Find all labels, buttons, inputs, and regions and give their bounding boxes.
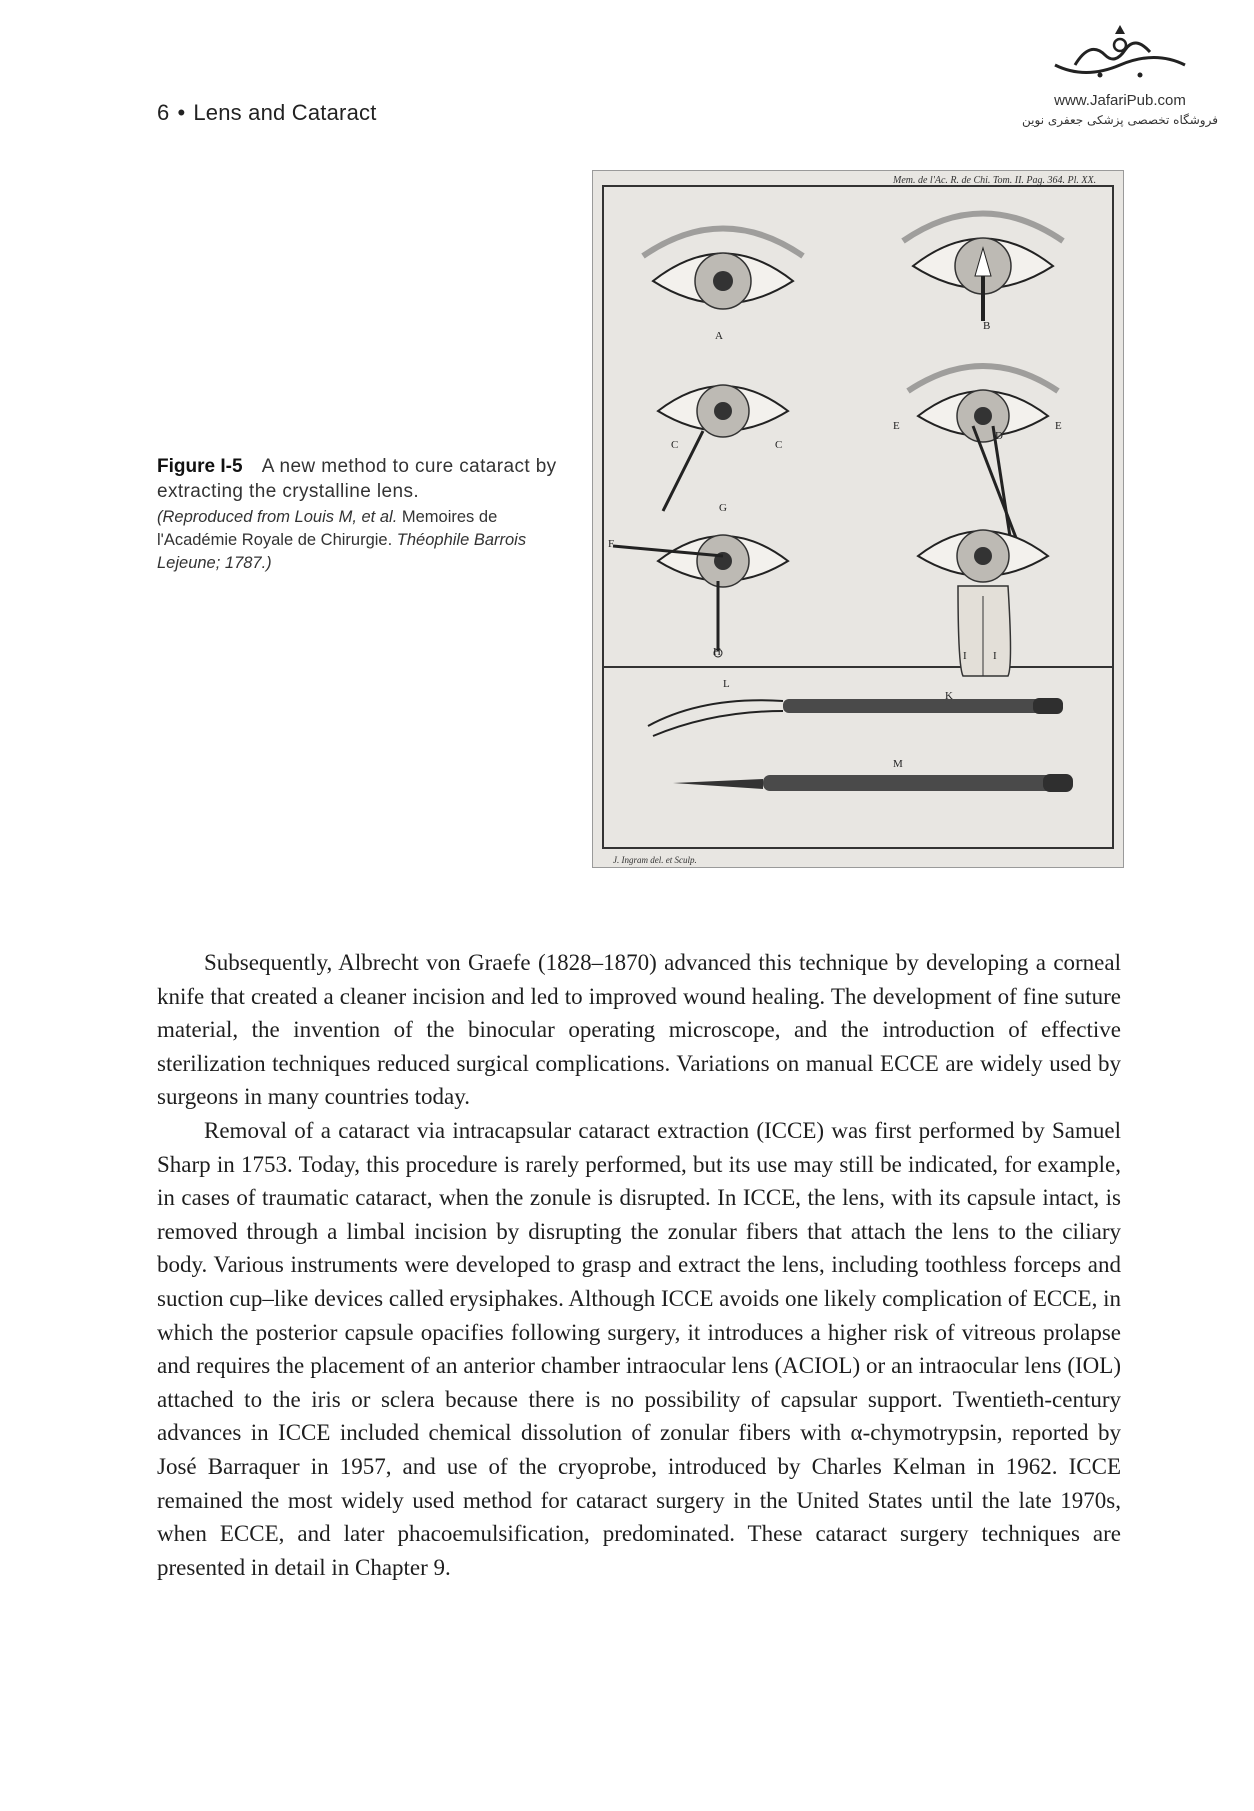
- plate-letter: A: [715, 330, 723, 342]
- chapter-title: Lens and Cataract: [193, 100, 377, 125]
- plate-letter: F: [608, 538, 615, 550]
- body-text: [157, 946, 1121, 1584]
- paragraph: Subsequently, Albrecht von Graefe (1828–1870) advanced this technique by developing a corneal knife that created a cleaner incision and led to improved wound healing. The development of fine suture material, the invention of the binocular operating microscope, and the introduction of effective sterilization techniques reduced surgical complications. Variations on manual ECCE are widely used by surgeons in many countries today.: [157, 950, 1121, 1110]
- publisher-tagline: فروشگاه تخصصی پزشکی جعفری نوین: [1022, 113, 1218, 127]
- publisher-url: www.JafariPub.com: [1054, 92, 1186, 109]
- figure-title: A new method to cure cataract by extracting the crystalline lens.: [157, 456, 557, 502]
- plate-letter: K: [945, 690, 953, 702]
- page-number: 6: [157, 100, 170, 125]
- plate-letter: E: [893, 420, 900, 432]
- plate-footer: J. Ingram del. et Sculp.: [613, 855, 697, 865]
- source-suffix: Théophile Barrois Lejeune; 1787.): [157, 531, 527, 572]
- plate-letter: L: [723, 678, 730, 690]
- instrument-k: [648, 698, 1063, 736]
- figure-label: Figure I-5: [157, 456, 243, 477]
- eye-a: [643, 229, 803, 310]
- plate-header: Mem. de l'Ac. R. de Chi. Tom. II. Pag. 364. Pl. XX.: [893, 175, 1097, 186]
- plate-letter: I: [963, 650, 967, 662]
- eye-b: [903, 214, 1063, 322]
- plate-letter: C: [775, 439, 783, 451]
- plate-letter: D: [995, 430, 1003, 442]
- eye-f: [613, 535, 788, 657]
- publisher-logo-icon: [1045, 20, 1195, 90]
- plate-letter: E: [1055, 420, 1062, 432]
- eye-d: [908, 366, 1058, 556]
- engraving-plate: [592, 170, 1124, 868]
- running-head: [157, 100, 377, 126]
- source-plain: Memoires de l'Académie Royale de Chirurgie.: [157, 508, 498, 549]
- figure-caption: [157, 454, 564, 575]
- plate-letter: H: [713, 646, 721, 658]
- publisher-watermark: [1020, 20, 1220, 127]
- engraving-illustration: [593, 171, 1123, 867]
- plate-letter: G: [719, 502, 727, 514]
- source-prefix: (Reproduced from Louis M, et al.: [157, 508, 398, 526]
- figure-source: [157, 506, 564, 575]
- plate-letter: B: [983, 320, 991, 332]
- plate-letter: I: [993, 650, 997, 662]
- instrument-m: [673, 774, 1073, 792]
- bullet-separator: •: [177, 100, 186, 125]
- plate-letter: C: [671, 439, 679, 451]
- eye-i: [918, 530, 1048, 676]
- plate-letter: M: [893, 758, 903, 770]
- paragraph: Removal of a cataract via intracapsular cataract extraction (ICCE) was first performed by Samuel Sharp in 1753. Today, this procedure is rarely performed, but its use may still be indicated, for example, in cases of traumatic cataract, when the zonule is disrupted. In ICCE, the lens, with its capsule intact, is removed through a limbal incision by disrupting the zonular fibers that attach the lens to the ciliary body. Various instruments were developed to grasp and extract the lens, including toothless forceps and suction cup–like devices called erysiphakes. Although ICCE avoids one likely complication of ECCE, in which the posterior capsule opacifies following surgery, it introduces a higher risk of vitreous prolapse and requires the placement of an anterior chamber intraocular lens (ACIOL) or an intraocular lens (IOL) attached to the iris or sclera because there is no possibility of capsular support. Twentieth-century advances in ICCE included chemical dissolution of zonular fibers with α-chymotrypsin, reported by José Barraquer in 1957, and use of the cryoprobe, introduced by Charles Kelman in 1962. ICCE remained the most widely used method for cataract surgery in the United States until the late 1970s, when ECCE, and later phacoemulsification, predominated. These cataract surgery techniques are presented in detail in Chapter 9.: [157, 1117, 1121, 1580]
